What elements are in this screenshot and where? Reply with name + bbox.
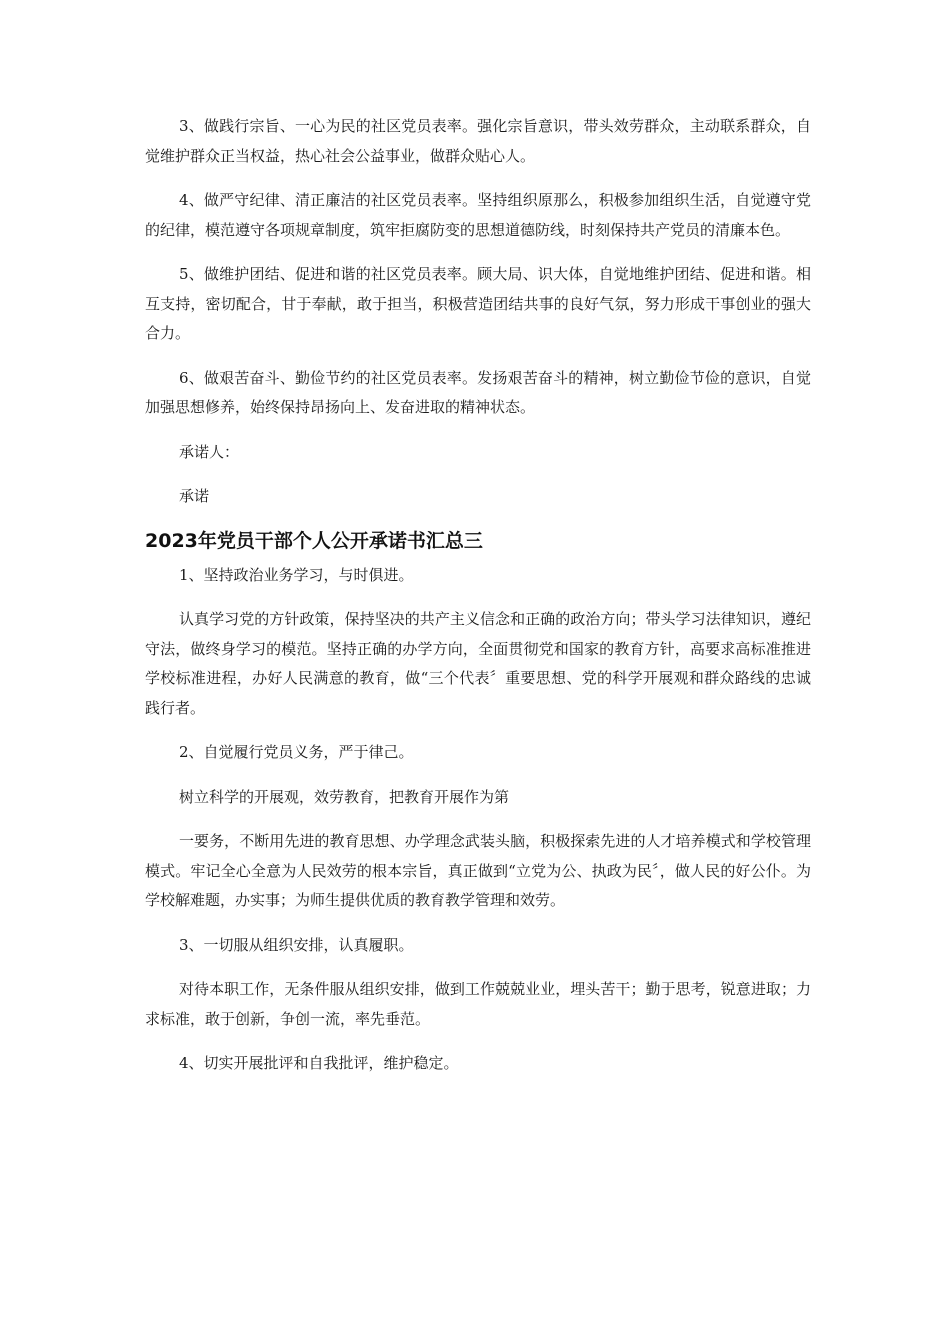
pledge-item-5: 5、做维护团结、促进和谐的社区党员表率。顾大局、识大体，自觉地维护团结、促进和谐。相互支持，密切配合，甘于奉献，敢于担当，积极营造团结共事的良好气氛，努力形成干事创业的强大合力。: [145, 265, 811, 342]
pledger-label: 承诺人：: [179, 442, 240, 461]
pledge-item-3: 3、做践行宗旨、一心为民的社区党员表率。强化宗旨意识，带头效劳群众，主动联系群众，自觉维护群众正当权益，热心社会公益事业，做群众贴心人。: [145, 117, 811, 165]
point-2-body: 一要务，不断用先进的教育思想、办学理念武装头脑，积极探索先进的人才培养模式和学校管理模式。牢记全心全意为人民效劳的根本宗旨，真正做到“立党为公、执政为民〞，做人民的好公仆。为学校解难题，办实事；为师生提供优质的教育教学管理和效劳。: [145, 832, 811, 909]
point-3-body: 对待本职工作，无条件服从组织安排，做到工作兢兢业业，埋头苦干；勤于思考，锐意进取；力求标准，敢于创新，争创一流，率先垂范。: [145, 980, 811, 1028]
point-1-body: 认真学习党的方针政策，保持坚决的共产主义信念和正确的政治方向；带头学习法律知识，遵纪守法，做终身学习的模范。坚持正确的办学方向，全面贯彻党和国家的教育方针，高要求高标准推进学校标准进程，办好人民满意的教育，做“三个代表〞重要思想、党的科学开展观和群众路线的忠诚践行者。: [145, 610, 811, 717]
point-2-title: 2、自觉履行党员义务，严于律己。: [179, 743, 414, 761]
pledge-item-6: 6、做艰苦奋斗、勤俭节约的社区党员表率。发扬艰苦奋斗的精神，树立勤俭节俭的意识，自觉加强思想修养，始终保持昂扬向上、发奋进取的精神状态。: [145, 368, 811, 416]
section-heading: 2023年党员干部个人公开承诺书汇总三: [145, 529, 483, 552]
point-3-title: 3、一切服从组织安排，认真履职。: [179, 935, 414, 954]
document-body: [145, 112, 811, 1094]
point-4-title: 4、切实开展批评和自我批评，维护稳定。: [179, 1054, 459, 1072]
point-2-body-start: 树立科学的开展观，效劳教育，把教育开展作为第: [179, 787, 510, 806]
pledge-label: 承诺: [179, 487, 210, 505]
point-1-title: 1、坚持政治业务学习，与时俱进。: [179, 565, 414, 584]
pledge-item-4: 4、做严守纪律、清正廉洁的社区党员表率。坚持组织原那么，积极参加组织生活，自觉遵守党的纪律，模范遵守各项规章制度，筑牢拒腐防变的思想道德防线，时刻保持共产党员的清廉本色。: [145, 191, 811, 239]
